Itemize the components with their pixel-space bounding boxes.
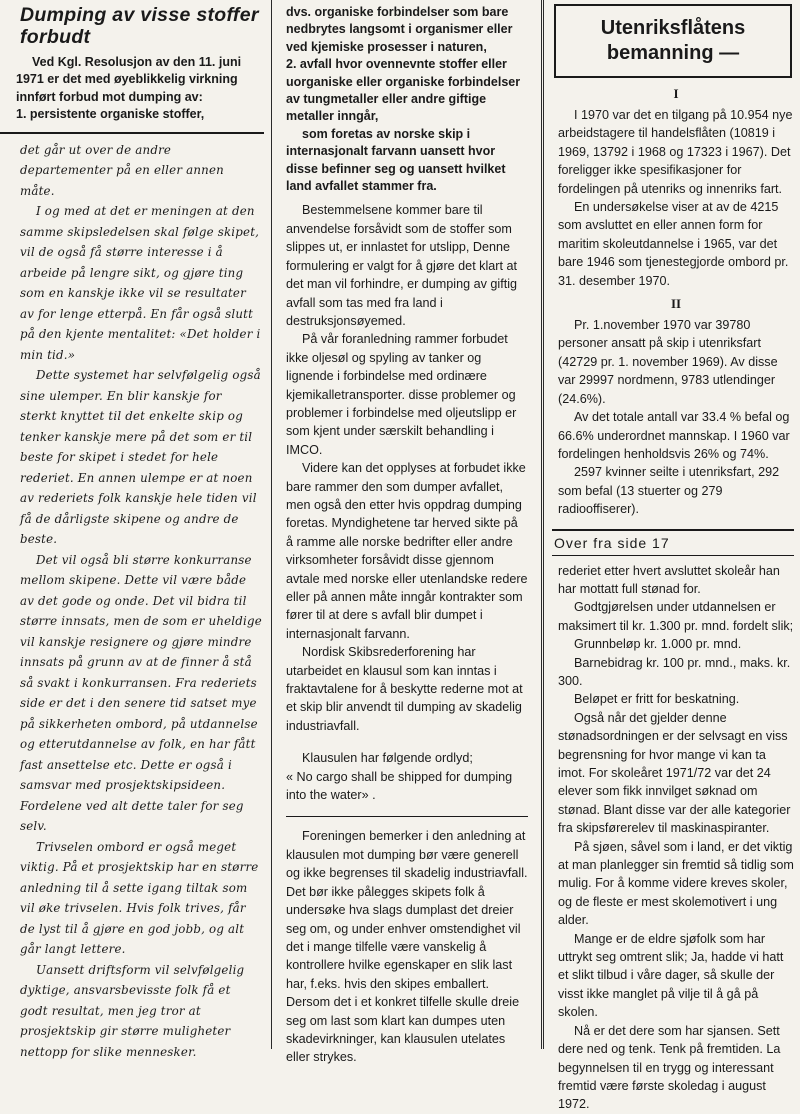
column-left — [0, 0, 268, 1059]
clause-intro: Klausulen har følgende ordlyd; — [302, 751, 473, 766]
lead-item-1: 1. persistente organiske stoffer, — [16, 107, 205, 122]
column-right — [546, 0, 800, 1112]
body-paragraph: Nå er det dere som har sjansen. Sett dere ned og tenk. Tenk på fremtiden. La begynnelsen til en trygg og interessant fremtid være første skoledag i august 1972. — [558, 1023, 781, 1112]
section-divider — [552, 555, 794, 556]
column-middle — [274, 0, 536, 1065]
body-paragraph: 2597 kvinner seilte i utenriksfart, 292 som befal (13 stuerter og 279 radiooffiserer). — [558, 465, 780, 517]
body-paragraph: Barnebidrag kr. 100 pr. mnd., maks. kr. 300. — [558, 655, 791, 688]
lead-paragraph: Ved Kgl. Resolusjon av den 11. juni 1971 er det med øyeblikkelig virkning innført forbud mot dumping av: — [16, 55, 242, 104]
body-paragraph: Pr. 1.november 1970 var 39780 personer ansatt på skip i utenriksfart (42729 pr. 1. november 1969). Av disse var 29997 nordmenn, 9783 utlendinger (24.6%). — [558, 318, 778, 406]
body-paragraph: Foreningen bemerker i den anledning at klausulen mot dumping bør være generell og ikke begrenses til skadelig industriavfall. Det bør ikke pålegges skipets folk å undersøke hva slags dumplast det dreier seg om, og under enhver omstendighet vil det i mange tilfelle være vanskelig å kontrollere hvilke egenskaper en slik last har, f.eks. hvis den skipes emballert. Dersom det i et konkret tilfelle skulle dreie seg om last som klart kan dumpes uten skadevirkninger, kan klausulen utelates eller strykes. — [286, 829, 528, 1065]
body-paragraph: Av det totale antall var 33.4 % befal og 66.6% underordnet mannskap. I 1960 var fordelingen henholdsvis 26% og 74%. — [558, 410, 790, 461]
clause-quote: « No cargo shall be shipped for dumping into the water» . — [286, 769, 513, 803]
section-divider — [552, 529, 794, 531]
italic-article-body — [0, 140, 268, 1063]
italic-paragraph: Det vil også bli større konkurranse mellom skipene. Dette vil være både av det gode og onde. Det vil bidra til større innsats, men de som er uheldige vil kanskje resignere og gjøre mindre innsats på grunn av at de finner å stå så svakt i konkurransen. Fra rederiets side er det i den senere tid satset mye på sikkerheten ombord, på utdannelse og etterutdannelse av folk, en har fått fast ansettelse etc. Dette er også i samsvar med prosjektskipsideen. Fordelene ved alt dette taler for seg selv. — [20, 552, 262, 834]
body-paragraph: En undersøkelse viser at av de 4215 som avsluttet en eller annen form for maritim skoleutdannelse i 1965, var det bare 1946 som tjenestegjorde ombord pr. 31. desember 1970. — [558, 200, 789, 288]
headline-box — [554, 4, 792, 78]
continued-from-label: Over fra side 17 — [554, 534, 670, 551]
body-paragraph: Også når det gjelder denne stønadsordningen er der selvsagt en viss begrensning for hvor mange vi kan ta imot. For skoleåret 1971/72 var det 24 elever som fikk innvilget søknad om stønad. Blant disse var der alle kategorier fra skipsførerelev til maskinaspiranter. — [558, 710, 791, 836]
italic-paragraph: I og med at det er meningen at den samme skipsledelsen skal følge skipet, vil de også få større interesse i å arbeide på lengre sikt, og gjøre ting som en kanskje ikke vil se resultater av for lenge etterpå. En får også slutt på den kjente mentalitet: «Det holder i min tid.» — [20, 204, 261, 362]
body-paragraph: Beløpet er fritt for beskatning. — [574, 692, 740, 707]
article-headline-bemanning: Utenriksflåtens bemanning — — [600, 17, 746, 64]
body-paragraph: Nordisk Skibsrederforening har utarbeidet en klausul som kan inntas i fraktavtalene for å beskytte rederne mot at et skip blir anvendt til dumping av skadelig industriavfall. — [286, 645, 523, 733]
section-divider — [286, 816, 528, 817]
bemanning-article-body — [546, 86, 800, 519]
body-paragraph: Grunnbeløp kr. 1.000 pr. mnd. — [574, 637, 742, 652]
continued-article-body — [546, 562, 800, 1114]
bold-paragraph: som foretas av norske skip i internasjonalt farvann uansett hvor disse befinner seg og uansett hvilket land avfallet stammer fra. — [286, 126, 506, 194]
body-paragraph: Videre kan det opplyses at forbudet ikke bare rammer den som dumper avfallet, men også den etter hvis oppdrag dumping foretas. Myndighetene tar herved sikte på å ramme alle norske bedrifter eller andre virksomheter forsåvidt disse gjennom avtale med norske eller utenlandske redere eller på annen måte inngår kontrakter som fører til at dere s avfall blir dumpet i internasjonalt farvann. — [286, 461, 528, 641]
body-paragraph: I 1970 var det en tilgang på 10.954 nye arbeidstagere til handelsflåten (10819 i 1969, 13792 i 1968 og 17323 i 1967). Det foreligger ikke spesifikasjoner for fordelingen på utenriks og innenriks fart. — [558, 108, 793, 196]
italic-paragraph: Trivselen ombord er også meget viktig. På et prosjektskip har en større anledning til å sette igang tiltak som vil øke trivselen. Hvis folk trives, får de lyst til å gjøre en god jobb, og alt går langt lettere. — [20, 839, 259, 957]
italic-paragraph: det går ut over de andre departementer på en eller annen måte. — [20, 142, 224, 198]
body-paragraph: På sjøen, såvel som i land, er det viktig at man planlegger sin fremtid så tidlig som mulig. For å komme videre kreves skoler, og de fleste er mest skolemotivert i ung alder. — [558, 839, 794, 928]
body-paragraph: På vår foranledning rammer forbudet ikke oljesøl og spyling av tanker og lignende i forbindelse med ordinære kjemikalletransporter. disse problemer og problemer i forbindelse med oljeutslipp er som kjent under særskilt behandling i IMCO. — [286, 332, 517, 457]
section-divider — [0, 132, 264, 134]
italic-paragraph: Dette systemet har selvfølgelig også sine ulemper. En blir kanskje for sterkt knyttet til det enkelte skip og tenker kanskje mere på det som er til beste for skipet i stedet for hele rederiet. En annen ulempe er at noen av rederiets folk kanskje hele tiden vil få de dårligste skipene og andre de beste. — [20, 368, 261, 547]
column-rule-1 — [271, 0, 272, 1049]
section-number: II — [670, 296, 682, 312]
bold-paragraph: 2. avfall hvor ovennevnte stoffer eller uorganiske eller organiske forbindelser av tungmetaller eller andre giftige metaller inngår, — [286, 57, 521, 124]
italic-paragraph: Uansett driftsform vil selvfølgelig dyktige, ansvarsbevisste folk få et godt resultat, men jeg tror at prosjektskip gir større muligheter nettopp for slike mennesker. — [20, 962, 245, 1059]
bold-paragraph: dvs. organiske forbindelser som bare nedbrytes langsomt i organismer eller ved kjemiske prosesser i naturen, — [286, 5, 513, 54]
body-paragraph: Godtgjørelsen under utdannelsen er maksimert til kr. 1.300 pr. mnd. fordelt slik; — [558, 600, 794, 633]
dumping-article-continued — [274, 0, 536, 1067]
article-headline-dumping: Dumping av visse stoffer forbudt — [20, 4, 259, 48]
column-rule-2 — [541, 0, 544, 1049]
section-number: I — [673, 86, 679, 101]
body-paragraph: Mange er de eldre sjøfolk som har uttrykt seg omtrent slik; Ja, hadde vi hatt et slikt tilbud i våre dager, så skulle der visst ikke manglet på vilje til å gå på skolen. — [558, 931, 784, 1020]
body-paragraph: rederiet etter hvert avsluttet skoleår han har mottatt full stønad for. — [558, 563, 780, 596]
body-paragraph: Bestemmelsene kommer bare til anvendelse forsåvidt som de stoffer som slippes ut, er innlastet for utslipp, Denne formulering er valgt for å gjøre det klart at det man vil forhindre, er dumping av giftig avfall som tas med fra land i destruksjonsøyemed. — [286, 203, 518, 328]
